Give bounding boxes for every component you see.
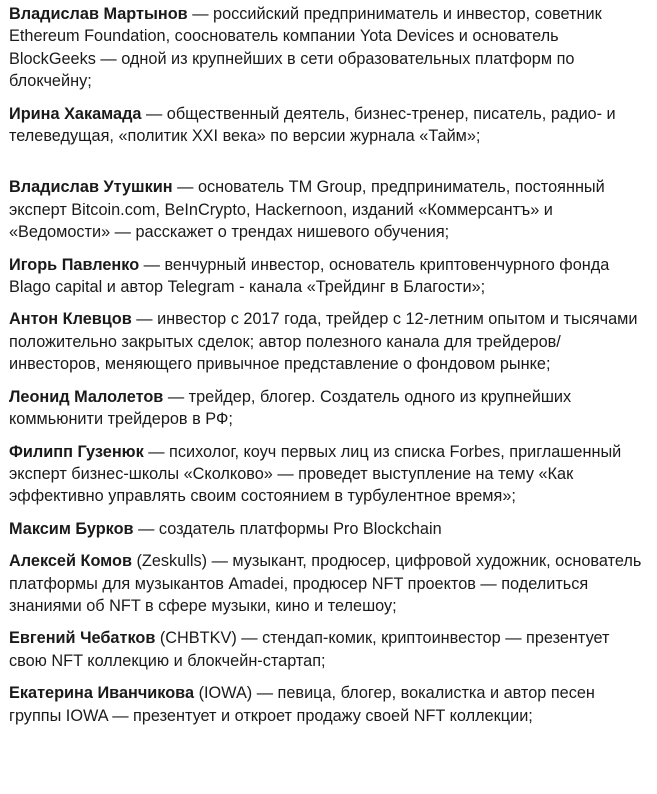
speaker-entry xyxy=(9,518,649,540)
speaker-description: — создатель платформы Pro Blockchain xyxy=(133,519,442,538)
speaker-description: — основатель TM Group, предприниматель, постоянный эксперт Bitcoin.com, BeInCrypto, Hackernoon, изданий «Коммерсантъ» и «Ведомости» — расскажет о трендах нишевого обучения; xyxy=(9,178,605,242)
speaker-name: Игорь Павленко xyxy=(9,255,140,274)
speaker-description: — инвестор с 2017 года, трейдер с 12-летним опытом и тысячами положительно закрытых сделок; автор полезного канала для трейдеров/инвесторов, меняющего привычное представление о фондовом рынке; xyxy=(9,310,638,374)
speakers-list xyxy=(9,0,649,727)
speaker-name: Леонид Малолетов xyxy=(9,387,164,406)
speaker-name: Владислав Мартынов xyxy=(9,5,188,23)
speaker-description: — российский предприниматель и инвестор, советник Ethereum Foundation, сооснователь компании Yota Devices и основатель BlockGeeks — одной из крупнейших в сети образовательных платформ по блокчейну; xyxy=(9,5,602,91)
speaker-entry xyxy=(9,176,649,243)
speaker-entry xyxy=(9,550,649,617)
speaker-name: Филипп Гузенюк xyxy=(9,442,144,461)
speaker-description: — венчурный инвестор, основатель криптовенчурного фонда Blago capital и автор Telegram - канала «Трейдинг в Благости»; xyxy=(9,255,610,297)
speaker-name: Екатерина Иванчикова xyxy=(9,684,195,703)
speaker-entry xyxy=(9,386,649,431)
speaker-entry xyxy=(9,103,649,148)
speaker-entry xyxy=(9,308,649,375)
speaker-name: Антон Клевцов xyxy=(9,310,132,329)
speaker-entry xyxy=(9,441,649,508)
speaker-name: Владислав Утушкин xyxy=(9,178,173,197)
speaker-name: Ирина Хакамада xyxy=(9,104,142,123)
speaker-entry xyxy=(9,682,649,727)
speaker-name: Евгений Чебатков xyxy=(9,629,156,648)
speaker-description: — общественный деятель, бизнес-тренер, писатель, радио- и телеведущая, «политик XXI века» по версии журнала «Тайм»; xyxy=(9,104,616,146)
speaker-description: (CHBTKV) — стендап-комик, криптоинвестор — презентует свою NFT коллекцию и блокчейн-стартап; xyxy=(9,629,610,670)
speaker-entry xyxy=(9,3,649,93)
speaker-name: Алексей Комов xyxy=(9,552,132,571)
speaker-name: Максим Бурков xyxy=(9,519,134,538)
speaker-entry xyxy=(9,254,649,299)
speaker-description: (IOWA) — певица, блогер, вокалистка и автор песен группы IOWA — презентует и откроет продажу своей NFT коллекции; xyxy=(9,684,595,725)
speaker-description: — психолог, коуч первых лиц из списка Forbes, приглашенный эксперт бизнес-школы «Сколково» — проведет выступление на тему «Как эффективно управлять своим состоянием в турбулентное время»; xyxy=(9,442,622,506)
speaker-description: — трейдер, блогер. Создатель одного из крупнейших коммьюнити трейдеров в РФ; xyxy=(9,387,572,429)
speaker-description: (Zeskulls) — музыкант, продюсер, цифровой художник, основатель платформы для музыкантов Amadei, продюсер NFT проектов — поделиться знаниями об NFT в сфере музыки, кино и телешоу; xyxy=(9,552,642,615)
speaker-entry xyxy=(9,627,649,672)
